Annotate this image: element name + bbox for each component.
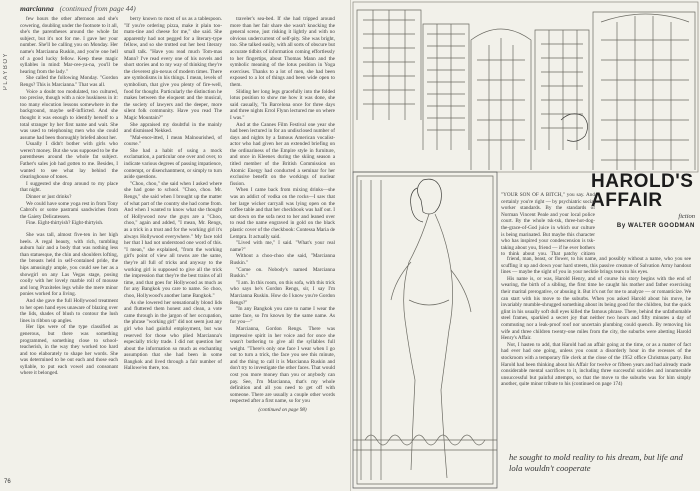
paragraph: berry known to most of us as a tablespoon. "If you're ordering pizza, make it plain too-mato-tine and cheese for me," she said. She apparently had not pegged for a literary-type fellow, and so she trotted out her best literary small talk. "Have you read much Tom-mas Mann? I've read every one of his novels and short stories and to my way of thinking they're the cleverest gin-nexus of modern times. There are symbolisms in his things. I mean, levels of symbolism, that give you plenty of fire-well, food for thought. Particularly the distinction he makes between the eloquent and the musical, the society of lawyers and the deeper, more silent folk community. Have you read The Magic Mountain?" xyxy=(124,16,222,121)
continued-note: (continued on page 98) xyxy=(258,407,307,414)
paragraph: friend, man, beast, or flower, to his name, and possibly without a name, who you see scuffing it up and down your hard streets, this passive creature of Salvation Army handout lines — maybe the sight of you in your necktie brings tears to his eyes. xyxy=(501,256,691,276)
paragraph: Her lips were of the type classified as generous, but there was something programmed, something close to school-teacherish, in the way they worked too hard and too elaborately to shape her words. She was determined to be out each and those each syllable, to put each vowel and consonant where it belonged. xyxy=(20,324,118,377)
paragraph: Dinner or just drinks? xyxy=(26,194,72,201)
running-head xyxy=(20,4,136,13)
paragraph: few hours the other afternoon and she's cowering, doubling under the footnote to it all, she's the parentheses around the whole fat subject, but it's not for me. I gave her your number. She'll be calling you on Monday. Her name's Marcianna Ruskin, and you're one hell of a good lucky fellow. Keep these magic syllables in mind: Mar-cee-ya-na, you'll be hearing from the lady." xyxy=(20,16,118,75)
text-column-3 xyxy=(230,16,335,478)
paragraph: Marcianna, Gordon Rengs. There was impressive spirit in her voice and for once she wasn't bothering to give all the syllables full weight. "There's only one face I wear when I go out to turn a trick, the face you see this minute, and the thing to call it is Marcianna Ruskin and don't try to investigate the other faces. That would cost you more money than you or anybody can pay. See, I'm Marcianna, that's my whole definition and all you need to get off with someone. There are usually a couple other words respected after a first name, so for you xyxy=(230,325,335,405)
running-head-title: marcianna xyxy=(20,4,54,13)
story-lead: "YOUR SON OF A BITCH," you say. And certainly you're right — by psychiatric social worker standards. By the standards of Norman Vincent Peale and your local police court. By the whole tsk-tsk, three-hot-dog-the-grace-of-God juice in which our culture is being marinated. But maybe this character who has inspired your condescension is tsk-taking about you, friend — if he ever bothers to think about you. That patchy citizen xyxy=(501,192,595,256)
paragraph: Voice a doubt too modulated, too cultured, too precise, though with a nice huskiness in it: too many elocution lessons somewhere in the background, maybe self-inflicted. And she thought it was enough to identify herself to a total stranger by her first name and wait. She was used to telephoning men who she could assume had been thoroughly briefed about her. xyxy=(20,88,118,141)
magazine-side-label: PLAYBOY xyxy=(3,52,9,91)
paragraph: His name is, or was, Harold Henry, and of course his story begins with the end of wearing, the birth of a sibling, the first time he caught his mother and father exercising their marital prerogative, or abusing it. But it's not for me to analyze — or romanticize. We can start with his move to the suburbs. When you asked Harold about his move, he invariably mumble-shrugged something about its being good for the children, but the quick glint in his usually soft dull eyes killed the famous phrase. There, behind the unfathomable steel frames, sparkled a secret joy that neither two hours and fifty minutes a day of commuting nor a leak-proof roof nor uncertain plumbing could quench. By removing his wife and three children twenty-one miles from the city, the suburbs were abetting Harold Henry's Affair. xyxy=(501,275,691,342)
article-title-block xyxy=(591,172,695,229)
paragraph: And at the Cannes Film Festival one year she had been lectured in for an undisclosed number of days and nights by a famous American vocalist-actor who had given her an extended briefing on the ordinariness of the Empire style in furniture, and once in Kleenex during the skiing season a titled member of the British Commission on Atomic Energy had conducted a seminar for her exclusive benefit on the workings of nuclear fission. xyxy=(230,121,335,187)
paragraph: And she gave the full Hollywood treatment to her open hand eyes unaware of blazing over the lids, shades of blush to contour the lush lines in ribbon up angles. xyxy=(20,297,118,324)
paragraph: "In any Bangkok you care to name I wear the same face, so I'm known by the same name. As for you—" xyxy=(230,306,335,326)
paragraph: She appraised my doubtful in the mainly and dismissed Nekked. xyxy=(124,121,222,135)
article-byline: By WALTER GOODMAN xyxy=(616,223,695,229)
paragraph: She was tall, almost five-ten in her high heels. A regal beauty, with rich, tumbling auburn hair and a body that was nothing less than statuesque, the chin and shoulders lofting, the breasts held in self-contained pride, the hips amusingly ample, you could see her as a showgirl on any Las Vegas stage, posing coolly with her lovely marble roll of mousse and long Praxiteles legs while the mere minor ponies worked for a living. xyxy=(20,232,118,298)
article-title: HAROLD'S AFFAIR xyxy=(591,171,694,211)
paragraph: Without a choo-choo she said, "Marcianna Ruskin." xyxy=(230,253,335,266)
story-body-column xyxy=(501,256,691,446)
paragraph: Not, I hasten to add, that Harold had an affair going at the time, or as a matter of fact had ever had one going, unless you count a disorderly hour in the recesses of the stockroom with a temporary file clerk at the close of the 1952 office Christmas party. But Harold had been thinking about his Affair for twelve or fifteen years and had already made considerable mental sacrifices to it, including three successful suicides and innumerable unsuccessful but painful attempts, so that the move to the suburbs was for him simply another, quite minor tribute to his (continued on page 174) xyxy=(501,341,691,388)
paragraph: I suggested she drop around to my place that night. xyxy=(20,180,118,194)
paragraph: "Come on. Nobody's named Marcianna Ruskin." xyxy=(230,266,335,280)
paragraph: Usually I didn't bother with girls who weren't money. But she was supposed to be the parentheses around the whole fat subject. Father's sales job had gotten to me. Besides, I wanted to see what lay behind the clearinghouse of tones. xyxy=(20,141,118,181)
article-genre: fiction xyxy=(678,213,695,220)
paragraph: As she lowered her sensationally blond lids and fluttered them honest and clean, a vote came through in the jargon of her occupation, the phrase "working girl" did not seem just any girl who had gainful employment, but was reserved for those who plied Marcianna's especially tricky trade. I did not question her about the information so much as enchanting assumption that she had been in some Bangkok and lived through a fair number of Hallowe'en there, too. xyxy=(124,299,222,372)
paragraph: "Mal-ence-itted, I mean Malnourished, of course." xyxy=(124,134,222,148)
story-lead-column xyxy=(501,192,595,256)
text-column-1 xyxy=(20,16,118,478)
right-page xyxy=(351,0,700,491)
paragraph: traveler's sea-bed. If she had tripped around more than her fair share she wasn't knocking the general scene, just risking it lightly and with no obvious undercurrent of self-pity. She was bright, too. She talked easily, with all sorts of obscure but accurate tidbits of information coming effortlessly to her fingertips, about Thomas Mann and the symbolic meaning of the lotus position in Yoga exercises. Thanks to a lot of men, she had been exposed to a lot of things and been wide open to them. xyxy=(230,16,335,88)
paragraph: Fine. Eight-thirtyish? Eight-thirtyish. xyxy=(26,220,104,227)
paragraph: Sliding her long legs gracefully into the folded lotus position to show me how it was done, she said casually, "In Barcelona once for three days and three nights Errol Flynn lectured me on where I was." xyxy=(230,88,335,121)
paragraph: "I am. In this room, on this sofa, with this trick who says he's Gordon Rengs, sir, I say I'm Marcianna Ruskin. How do I know you're Gordon Rengs?" xyxy=(230,279,335,306)
page-number: 76 xyxy=(4,479,11,485)
paragraph: "Choo, choo," she said when I asked where she had gone to school. "Choo, choo. Mr. Rengs," she said when I brought up the matter of what part of the country she had come from. And when I wanted to know what she thought of Hollywood now the guys are a "Choo, choo," again and added, "I mean, Mr. Rengs, as a trick in a trust and for the working girl it's always Hollywood everywhere." My face told her that I had not understood one word of this. "I mean," she explained, "from the working girl's point of view all towns are the same, they're all full of tricks and anyway to the working girl is supposed to give all the trick the impression that they're the best trains of all time, and that goes for Hollywood as much as for any Bangkok you care to name. So choo, choo, Hollywood's another lame Bangkok." xyxy=(124,180,222,299)
running-head-continued: (continued from page 44) xyxy=(59,4,136,13)
paragraph: When I came back from mixing drinks—she was an addict of vodka on the rocks—I saw that her large wicker carryall was lying open on the coffee table and that her checkbook was half out. I sat down on the sofa next to her and leaned over to read the name engraved in gold on the black plastic cover of the checkbook: Contessa Maria de Lempra. It actually said. xyxy=(230,187,335,240)
paragraph: "Lived with me," I said. "What's your real name?" xyxy=(230,240,335,253)
paragraph: We could have some yoga rest in from Tony Cabrol's or some pastrami sandwiches from the Gaiety Delicatessen. xyxy=(20,200,118,220)
text-column-2 xyxy=(124,16,222,478)
pull-quote: he sought to mold reality to his dream, but life and lola wouldn't cooperate xyxy=(509,452,683,473)
paragraph: She had a habit of using a mock exclamation, a particular one over and over, to indicate various degrees of passing impatience, contempt, or disenchantment, or simply to turn aside questions. xyxy=(124,147,222,181)
paragraph: She called the following Monday. "Gordon Rengs? This is Marcianna." That was all. xyxy=(20,75,118,88)
